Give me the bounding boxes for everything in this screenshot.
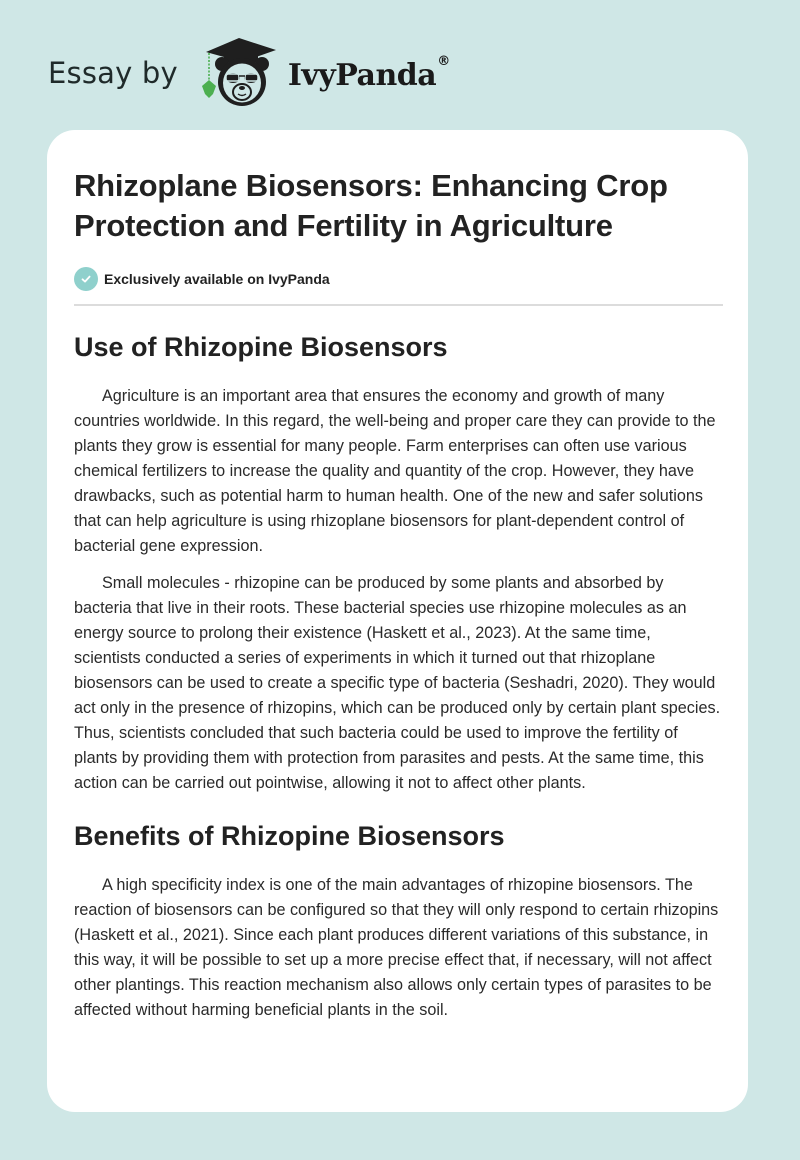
- brand-wordmark: IvyPanda®: [287, 53, 450, 93]
- essay-title: Rhizoplane Biosensors: Enhancing Crop Protection and Fertility in Agriculture: [74, 168, 668, 243]
- title-divider: [74, 304, 723, 306]
- panda-graduation-cap-logo-icon: [196, 34, 282, 110]
- essay-by-label: Essay by: [48, 56, 178, 90]
- essay-card: [47, 130, 748, 1112]
- site-header-brand[interactable]: [48, 34, 450, 110]
- paragraph: A high specificity index is one of the main advantages of rhizopine biosensors. The reaction of biosensors can be configured so that they will only respond to certain rhizopins (Haskett et al., 2021). Since each plant produces different variations of this substance, in this way, it will be possible to set up a more precise effect that, if necessary, will not affect other plantings. This reaction mechanism also allows only certain types of parasites to be affected without harming beneficial plants in the soil.: [74, 876, 719, 1019]
- section-use-of-rhizopine-biosensors: [74, 330, 721, 796]
- section-benefits-of-rhizopine-biosensors: [74, 819, 721, 1023]
- paragraph: Small molecules - rhizopine can be produced by some plants and absorbed by bacteria that live in their roots. These bacterial species use rhizopine molecules as an energy source to prolong their existence (Haskett et al., 2023). At the same time, scientists conducted a series of experiments in which it turned out that rhizoplane biosensors can be used to create a specific type of bacteria (Seshadri, 2020). They would act only in the presence of rhizopins, which can be produced only by certain plant species. Thus, scientists concluded that such bacteria could be used to improve the fertility of plants by providing them with protection from parasites and pests. At the same time, this action can be carried out pointwise, allowing it not to affect other plants.: [74, 574, 721, 792]
- section-heading: Use of Rhizopine Biosensors: [74, 332, 448, 362]
- exclusive-badge: [74, 266, 721, 292]
- check-circle-icon: [74, 267, 98, 291]
- section-heading: Benefits of Rhizopine Biosensors: [74, 821, 505, 851]
- exclusive-label: Exclusively available on IvyPanda: [104, 271, 330, 287]
- registered-mark: ®: [437, 53, 450, 69]
- paragraph: Agriculture is an important area that ensures the economy and growth of many countries worldwide. In this regard, the well-being and proper care they can provide to the plants they grow is essential for many people. Farm enterprises can often use various chemical fertilizers to increase the quality and quantity of the crop. However, they have drawbacks, such as potential harm to human health. One of the new and safer solutions that can help agriculture is using rhizoplane biosensors for plant-dependent control of bacterial gene expression.: [74, 387, 716, 555]
